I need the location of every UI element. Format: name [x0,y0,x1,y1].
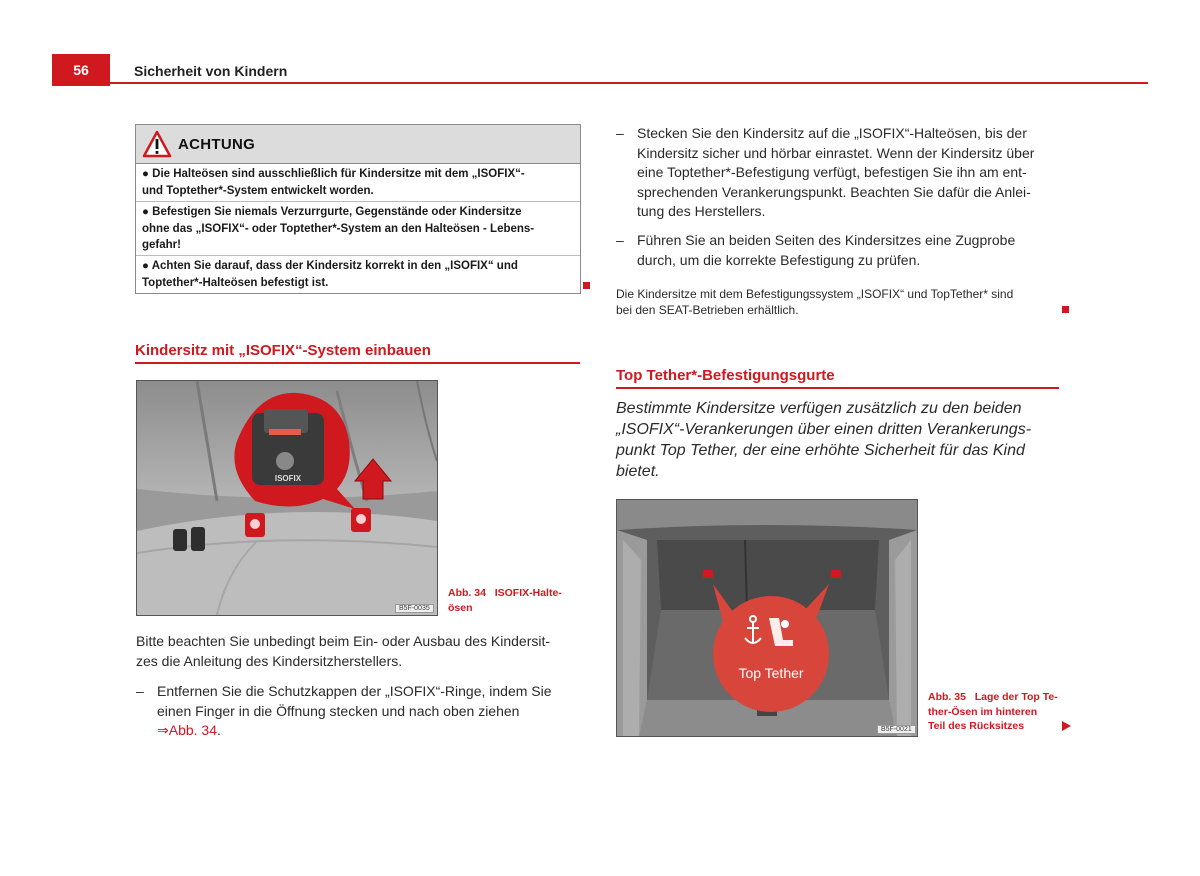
top-tether-overlay-label: Top Tether [738,665,804,681]
figure-top-tether-location [616,499,918,737]
isofix-overlay-label: ISOFIX [274,474,302,483]
section-end-marker [1062,306,1069,313]
warning-line: und Toptether*-System entwickelt worden. [142,184,374,197]
warning-box [135,124,581,294]
warning-item-2 [142,204,566,254]
text-line: sprechenden Verankerungspunkt. Beachten Sie dafür die Anlei- [637,183,1031,200]
warning-divider [136,255,580,256]
continue-arrow-icon [1062,721,1071,731]
warning-title: ACHTUNG [178,136,256,153]
figure-code: B5F-0035 [395,604,434,613]
warning-header [136,125,580,164]
paragraph-instructions [136,632,586,671]
availability-note [616,286,1066,318]
warning-item-3 [142,258,566,291]
warning-divider [136,201,580,202]
text-line: Entfernen Sie die Schutzkappen der „ISOFIX“-Ringe, indem Sie [157,683,552,699]
step-pull-test [637,231,1067,270]
page-number: 56 [73,62,89,78]
text-line: Die Kindersitze mit dem Befestigungssystem „ISOFIX“ und TopTether* sind [616,287,1014,301]
figure-reference-link[interactable]: ⇒Abb. 34 [157,722,217,738]
step-attach-seat [637,124,1067,222]
step-dash: – [136,683,144,699]
warning-line: ● Achten Sie darauf, dass der Kindersitz korrekt in den „ISOFIX“ und [142,260,518,272]
caption-line-1 [928,690,1068,705]
step-dash: – [616,232,624,248]
text-line: Bestimmte Kindersitze verfügen zusätzlich zu den beiden [616,400,1022,417]
text-line: bei den SEAT-Betrieben erhältlich. [616,303,799,317]
text-line: tung des Herstellers. [637,203,766,219]
figure-code: B5F-0021 [877,725,916,734]
section-heading-top-tether: Top Tether*-Befestigungsgurte [616,367,835,384]
trunk-illustration [617,500,917,736]
text-line: eine Toptether*-Befestigung verfügt, befestigen Sie ihn am ent- [637,164,1027,180]
section-end-marker [583,282,590,289]
warning-triangle-icon [142,130,172,158]
warning-item-1 [142,166,566,199]
step-dash: – [616,125,624,141]
caption-label: Abb. 34 [448,587,486,599]
page-title: Sicherheit von Kindern [134,63,288,79]
warning-line: ● Befestigen Sie niemals Verzurrgurte, Gegenstände oder Kindersitze [142,206,522,218]
text-line: einen Finger in die Öffnung stecken und nach oben ziehen [157,702,520,719]
section-heading-isofix: Kindersitz mit „ISOFIX“-System einbauen [135,342,431,359]
text-line: Bitte beachten Sie unbedingt beim Ein- oder Ausbau des Kindersit- [136,633,551,649]
text-line: Stecken Sie den Kindersitz auf die „ISOFIX“-Halteösen, bis der [637,125,1027,141]
caption-line-1 [448,586,578,601]
caption-line-3: Teil des Rücksitzes [928,720,1025,732]
text-line: „ISOFIX“-Verankerungen über einen dritten Verankerungs- [616,421,1032,438]
section-rule [616,387,1059,389]
figure-caption-34 [448,586,578,615]
warning-line: gefahr! [142,239,181,251]
warning-line: ● Die Halteösen sind ausschließlich für Kindersitze mit dem „ISOFIX“- [142,168,525,180]
caption-label: Abb. 35 [928,691,966,703]
caption-text: Lage der Top Te- [974,691,1058,703]
header-rule [110,82,1148,84]
text-line: bietet. [616,463,660,480]
text-line: durch, um die korrekte Befestigung zu prüfen. [637,251,921,268]
figure-caption-35 [928,690,1068,734]
section-rule [135,362,580,364]
warning-line: Toptether*-Halteösen befestigt ist. [142,276,329,289]
caption-text: ISOFIX-Halte- [494,587,562,599]
text-line: zes die Anleitung des Kindersitzherstellers. [136,652,403,669]
text-line: Kindersitz sicher und hörbar einrastet. Wenn der Kindersitz über [637,144,1035,161]
text-line [157,721,587,741]
isofix-seat-illustration [137,381,437,615]
text-line: punkt Top Tether, der eine erhöhte Sicherheit für das Kind [616,442,1025,459]
text-line: Führen Sie an beiden Seiten des Kindersitzes eine Zugprobe [637,232,1016,248]
caption-line-2: ösen [448,601,473,614]
figure-isofix-eyelets [136,380,438,616]
warning-line: ohne das „ISOFIX“- oder Toptether*-System an den Halteösen - Lebens- [142,222,535,235]
step-remove-caps [157,682,587,741]
top-tether-intro [616,398,1076,482]
text-tail: . [217,722,221,738]
caption-line-2: ther-Ösen im hinteren [928,705,1038,718]
